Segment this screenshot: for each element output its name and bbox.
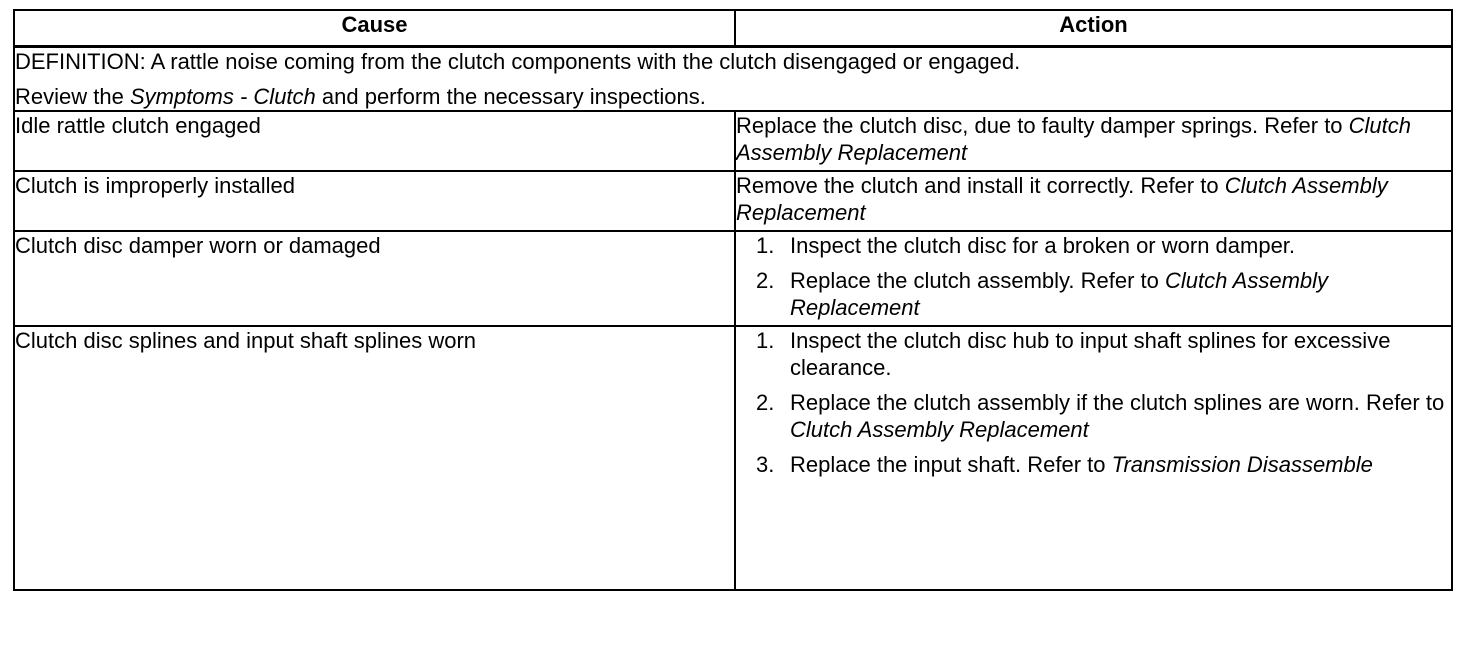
step-text: Inspect the clutch disc hub to input shaft splines for excessive clearance. [790,328,1391,380]
action-text: Remove the clutch and install it correctly. Refer to [736,173,1225,198]
definition-text: DEFINITION: A rattle noise coming from the clutch components with the clutch disengaged or engaged. [15,49,1021,74]
cause-cell: Clutch disc damper worn or damaged [14,231,735,326]
step-text: Replace the clutch assembly. Refer to [790,268,1165,293]
step-text: Replace the input shaft. Refer to [790,452,1112,477]
review-suffix: and perform the necessary inspections. [315,84,706,109]
header-row [14,10,1452,47]
symptoms-clutch-reference: Symptoms - Clutch [129,84,316,109]
step-item [736,232,1451,259]
step-item [736,389,1451,443]
action-cell [735,326,1452,590]
step-text: Inspect the clutch disc for a broken or worn damper. [790,233,1296,258]
action-cell [735,231,1452,326]
reference-link: Transmission Disassemble [1111,452,1373,477]
action-cell [735,171,1452,231]
step-text: Replace the clutch assembly if the clutch splines are worn. Refer to [790,390,1445,415]
reference-link: Clutch Assembly Replacement [790,417,1089,442]
step-list [736,327,1451,478]
reference-link: Clutch Assembly Replacement [736,113,1412,165]
cause-header: Cause [14,10,735,47]
review-prefix: Review the [15,84,130,109]
table-row [14,231,1452,326]
step-number: 2. [756,390,775,415]
action-header: Action [735,10,1452,47]
step-item [736,267,1451,321]
table-row [14,171,1452,231]
cause-cell: Clutch is improperly installed [14,171,735,231]
step-number: 3. [756,452,775,477]
diagnostic-table [13,9,1453,591]
action-text: Replace the clutch disc, due to faulty damper springs. Refer to [736,113,1349,138]
definition-cell [14,47,1452,112]
step-item [736,451,1451,478]
step-item [736,327,1451,381]
action-cell [735,111,1452,171]
step-number: 2. [756,268,775,293]
table-row [14,326,1452,590]
step-list [736,232,1451,321]
step-number: 1. [756,328,775,353]
cause-cell: Clutch disc splines and input shaft splines worn [14,326,735,590]
table-row [14,111,1452,171]
review-text [15,83,1451,110]
reference-link: Clutch Assembly Replacement [790,268,1329,320]
reference-link: Clutch Assembly Replacement [736,173,1388,225]
definition-row [14,47,1452,112]
cause-cell: Idle rattle clutch engaged [14,111,735,171]
step-number: 1. [756,233,775,258]
